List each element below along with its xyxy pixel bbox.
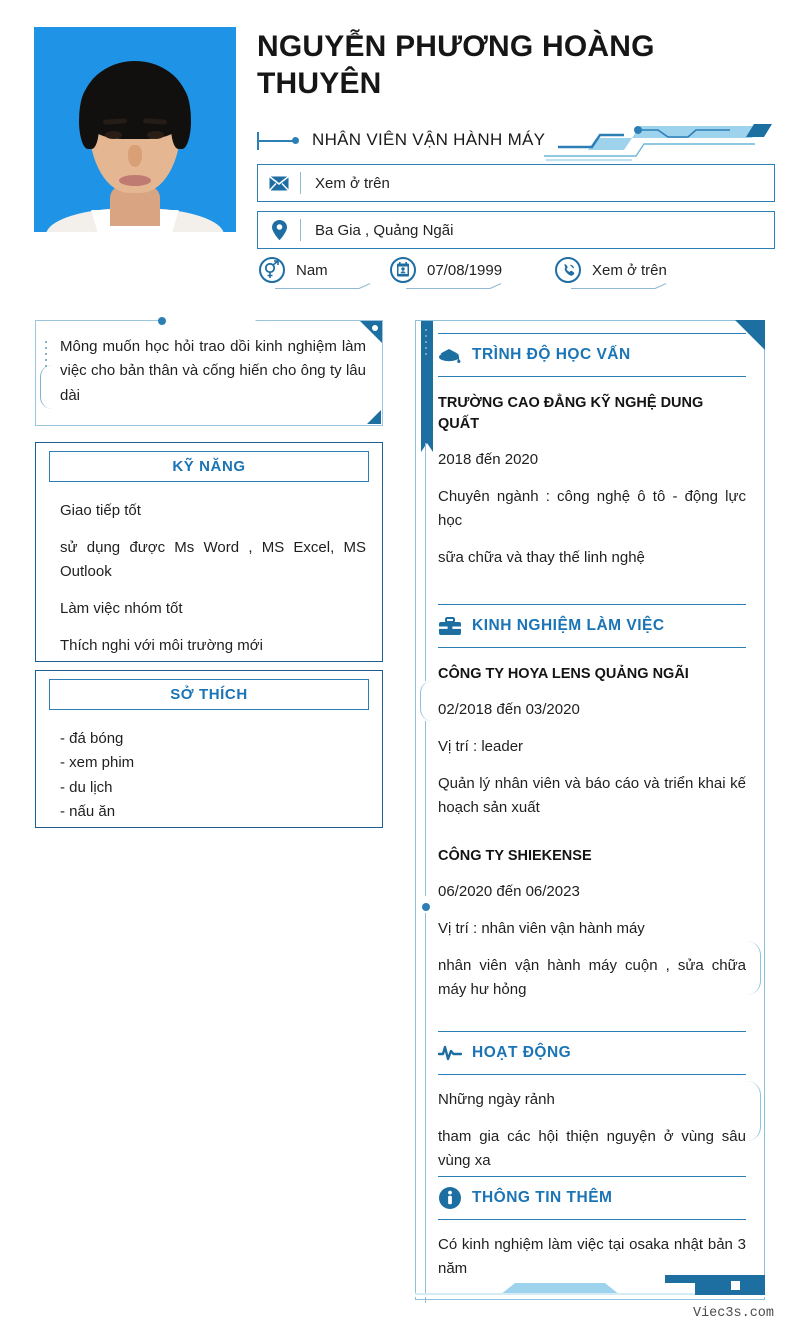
role-line — [257, 140, 295, 142]
photo-nose — [128, 145, 142, 167]
education-major: Chuyên ngành : công nghệ ô tô - động lực học — [438, 488, 746, 530]
pulse-icon — [438, 1044, 472, 1062]
extra-info-title: THÔNG TIN THÊM — [472, 1189, 613, 1206]
extra-info-header — [438, 1176, 746, 1220]
address-value: Ba Gia , Quảng Ngãi — [315, 221, 454, 239]
right-column — [415, 320, 765, 1300]
rail-line-decoration — [425, 913, 426, 1303]
site-brand: Viec3s.com — [692, 1306, 774, 1321]
phone-icon — [553, 255, 583, 285]
experience-company: CÔNG TY SHIEKENSE — [438, 848, 592, 865]
list-item: - du lịch — [60, 778, 113, 796]
hobbies-panel — [35, 670, 383, 828]
activities-header — [438, 1031, 746, 1075]
objective-text: Mông muốn học hỏi trao dồi kinh nghiệm làm việc cho bản thân và cống hiến cho ông ty lâu dài — [60, 338, 366, 404]
quick-facts-row — [257, 255, 777, 297]
list-item: - đá bóng — [60, 730, 124, 747]
underline-deco — [406, 288, 490, 289]
header-decoration-graphic — [540, 110, 775, 165]
underline-deco — [571, 288, 655, 289]
photo-eye-left — [105, 131, 122, 139]
activities-title: HOẠT ĐỘNG — [472, 1044, 572, 1061]
candidate-name: NGUYỄN PHƯƠNG HOÀNG THUYÊN — [257, 30, 655, 100]
objective-box — [35, 320, 383, 426]
list-item: sử dụng được Ms Word , MS Excel, MS Outlook — [60, 539, 366, 580]
photo-eye-right — [147, 131, 164, 139]
education-period: 2018 đến 2020 — [438, 451, 539, 469]
phone-value: Xem ở trên — [592, 261, 667, 279]
experience-company: CÔNG TY HOYA LENS QUẢNG NGÃI — [438, 666, 689, 682]
briefcase-icon — [438, 617, 472, 636]
experience-detail: Quản lý nhân viên và báo cáo và triển khai kế hoạch sản xuất — [438, 775, 746, 817]
brace-decoration — [747, 941, 761, 995]
corner-dot-icon — [372, 325, 378, 331]
education-title: TRÌNH ĐỘ HỌC VẤN — [472, 346, 631, 363]
calendar-icon — [388, 255, 418, 285]
job-title: NHÂN VIÊN VẬN HÀNH MÁY — [312, 130, 546, 149]
notch-dot-icon — [158, 317, 166, 325]
experience-position: Vị trí : leader — [438, 738, 524, 756]
envelope-icon — [258, 176, 300, 191]
underline-deco — [275, 288, 359, 289]
rail-line-decoration — [425, 443, 426, 681]
experience-period: 06/2020 đến 06/2023 — [438, 883, 580, 901]
phone-field — [553, 255, 667, 285]
footer-decoration-graphic — [415, 1275, 765, 1297]
brace-decoration — [747, 1081, 761, 1141]
info-icon — [438, 1186, 472, 1210]
education-header — [438, 333, 746, 377]
education-detail: sữa chữa và thay thế linh nghệ — [438, 549, 645, 567]
dotted-decoration — [45, 341, 47, 367]
dotted-decoration — [425, 329, 427, 359]
profile-photo — [34, 27, 236, 232]
role-dot-icon — [292, 137, 299, 144]
experience-position: Vị trí : nhân viên vận hành máy — [438, 920, 645, 938]
corner-triangle-bottom-right — [367, 410, 381, 424]
birthdate-field — [388, 255, 502, 285]
experience-detail: nhân viên vận hành máy cuộn , sửa chữa máy hư hỏng — [438, 957, 746, 999]
list-item: Thích nghi với môi trường mới — [60, 637, 263, 654]
photo-mouth — [119, 175, 151, 186]
gender-value: Nam — [296, 261, 328, 279]
brace-decoration — [40, 365, 52, 409]
skills-body — [60, 499, 366, 671]
education-section — [438, 333, 746, 570]
hobbies-header — [49, 679, 369, 710]
experience-header — [438, 604, 746, 648]
extra-info-section — [438, 1176, 746, 1281]
activities-section — [438, 1031, 746, 1173]
hobbies-body — [60, 727, 366, 825]
gender-icon — [257, 255, 287, 285]
list-item: - nấu ăn — [60, 803, 116, 821]
notch-decoration — [154, 320, 262, 329]
list-item: - xem phim — [60, 754, 135, 772]
cv-header — [0, 0, 800, 310]
address-field[interactable] — [257, 211, 775, 249]
brace-decoration — [420, 681, 432, 721]
ribbon-decoration — [421, 321, 433, 443]
birthdate-value: 07/08/1999 — [427, 261, 503, 279]
list-item: Làm việc nhóm tốt — [60, 600, 183, 617]
hobbies-title: SỞ THÍCH — [170, 686, 248, 703]
rail-line-decoration — [425, 721, 426, 896]
email-value: Xem ở trên — [315, 174, 390, 192]
gender-field — [257, 255, 328, 285]
skills-title: KỸ NĂNG — [172, 458, 246, 475]
graduation-cap-icon — [438, 346, 472, 365]
experience-section — [438, 604, 746, 1002]
skills-panel — [35, 442, 383, 662]
extra-info-line: Có kinh nghiệm làm việc tại osaka nhật bản 3 năm — [438, 1236, 746, 1277]
rail-dot-icon — [422, 903, 430, 911]
map-pin-icon — [258, 220, 300, 241]
activities-line: tham gia các hội thiện nguyện ở vùng sâu vùng xa — [438, 1128, 746, 1169]
experience-title: KINH NGHIỆM LÀM VIỆC — [472, 617, 665, 634]
activities-line: Những ngày rảnh — [438, 1091, 555, 1108]
email-field[interactable] — [257, 164, 775, 202]
skills-header — [49, 451, 369, 482]
education-school: TRƯỜNG CAO ĐẲNG KỸ NGHỆ DUNG QUẤT — [438, 395, 704, 433]
experience-period: 02/2018 đến 03/2020 — [438, 701, 580, 719]
list-item: Giao tiếp tốt — [60, 502, 141, 519]
